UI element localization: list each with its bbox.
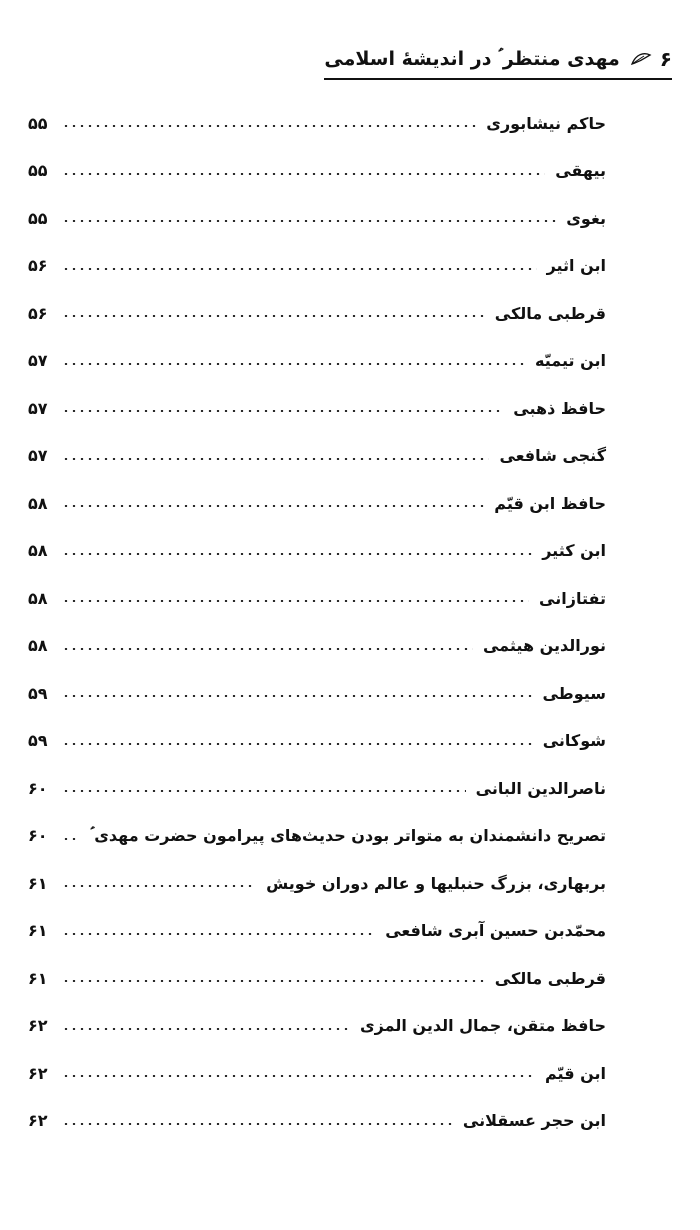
toc-entry-page-number: ۵۷ <box>28 351 48 370</box>
toc-entry-title: ابن تیمیّه <box>535 351 606 370</box>
toc-entry-title: قرطبی مالکی <box>494 968 606 988</box>
toc-entry-title: بیهقی <box>555 161 606 180</box>
toc-entry-title: ابن اثیر <box>546 256 606 275</box>
toc-entry-page-number: ۵۵ <box>28 113 48 133</box>
toc-entry <box>28 533 606 569</box>
toc-entry <box>28 818 606 854</box>
toc-entry-title: حافظ متقن، جمال الدین المزی <box>360 1016 606 1035</box>
toc-entry <box>28 913 606 949</box>
dot-leader <box>62 980 485 982</box>
dot-leader <box>62 885 256 887</box>
toc-entry <box>28 770 606 806</box>
toc-entry-title: ابن حجر عسقلانی <box>462 1111 606 1130</box>
toc-entry-page-number: ۶۲ <box>28 1016 48 1035</box>
dot-leader <box>62 1123 453 1125</box>
toc-entry <box>28 343 606 379</box>
toc-entry-title: شوکانی <box>542 731 606 750</box>
toc-entry-title: حافظ ذهبی <box>513 398 606 418</box>
toc-entry-page-number: ۶۲ <box>28 1111 48 1130</box>
running-header <box>324 46 672 72</box>
dot-leader <box>62 410 503 412</box>
toc-entry-page-number: ۶۲ <box>28 1063 48 1083</box>
toc-entry-title: تفتازانی <box>539 588 606 608</box>
dot-leader <box>62 743 533 745</box>
toc-entry-title: ابن کثیر <box>542 541 606 560</box>
toc-entry-page-number: ۵۶ <box>28 256 48 275</box>
leaf-icon <box>630 52 652 66</box>
dot-leader <box>62 125 476 127</box>
toc-entry <box>28 200 606 236</box>
dot-leader <box>62 505 484 507</box>
toc-entry-title: قرطبی مالکی <box>494 303 606 323</box>
toc-entry-title: حافظ ابن قیّم <box>494 493 606 513</box>
toc-entry-title: تصریح دانشمندان به متواتر بودن حدیث‌های پیرامون حضرت مهدی ؑ <box>90 825 606 845</box>
toc-entry-page-number: ۵۹ <box>28 683 48 703</box>
dot-leader <box>62 1075 535 1077</box>
toc-entry-page-number: ۵۹ <box>28 731 48 750</box>
toc-entry <box>28 1103 606 1139</box>
toc-entry-page-number: ۵۵ <box>28 161 48 180</box>
toc-entry <box>28 1055 606 1091</box>
toc-entry <box>28 105 606 141</box>
toc-entry-page-number: ۶۱ <box>28 968 48 988</box>
toc-entry <box>28 580 606 616</box>
toc-entry-page-number: ۶۰ <box>28 826 48 845</box>
dot-leader <box>62 363 525 365</box>
dot-leader <box>62 648 473 650</box>
toc-entry-title: بغوی <box>566 208 606 228</box>
toc-entry-page-number: ۵۷ <box>28 398 48 418</box>
toc-entry-page-number: ۵۸ <box>28 588 48 608</box>
toc-entry <box>28 628 606 664</box>
dot-leader <box>62 458 489 460</box>
toc-entry-title: سیوطی <box>542 683 606 703</box>
toc-entry <box>28 723 606 759</box>
toc-entry-title: گنجی شافعی <box>499 446 606 465</box>
toc-entry-page-number: ۵۸ <box>28 636 48 655</box>
toc-entry-title: ابن قیّم <box>544 1063 606 1083</box>
toc-entry-title: محمّدبن حسین آبری شافعی <box>385 921 606 940</box>
toc-entry-title: نورالدین هیثمی <box>482 636 606 655</box>
dot-leader <box>62 268 537 270</box>
dot-leader <box>62 173 545 175</box>
toc-entry <box>28 390 606 426</box>
toc-entry-page-number: ۵۸ <box>28 541 48 560</box>
toc-entry-page-number: ۵۷ <box>28 446 48 465</box>
dot-leader <box>62 315 485 317</box>
toc-entry <box>28 295 606 331</box>
toc-entry-page-number: ۶۱ <box>28 873 48 893</box>
toc-entry-page-number: ۶۱ <box>28 921 48 940</box>
toc-entry <box>28 248 606 284</box>
book-title: مهدی منتظر ؑ در اندیشهٔ اسلامی <box>324 48 620 70</box>
toc-entry <box>28 675 606 711</box>
toc-entry-page-number: ۵۸ <box>28 493 48 513</box>
toc-entry <box>28 960 606 996</box>
toc-entry-title: بربهاری، بزرگ حنبلیها و عالم دوران خویش <box>266 873 606 893</box>
toc-entry <box>28 865 606 901</box>
dot-leader <box>62 790 466 792</box>
toc-entry <box>28 485 606 521</box>
header-divider <box>324 78 672 80</box>
dot-leader <box>62 1028 350 1030</box>
page-number: ۶ <box>659 47 672 71</box>
toc-entry-page-number: ۶۰ <box>28 778 48 798</box>
dot-leader <box>62 553 532 555</box>
dot-leader <box>62 600 529 602</box>
toc-entry-title: ناصرالدین البانی <box>475 778 606 798</box>
toc-entry <box>28 438 606 474</box>
dot-leader <box>62 838 80 840</box>
toc-entry <box>28 153 606 189</box>
dot-leader <box>62 933 375 935</box>
dot-leader <box>62 220 556 222</box>
dot-leader <box>62 695 532 697</box>
toc-entry-title: حاکم نیشابوری <box>486 113 606 133</box>
toc-entry <box>28 1008 606 1044</box>
toc-entry-page-number: ۵۵ <box>28 208 48 228</box>
toc-entry-page-number: ۵۶ <box>28 303 48 323</box>
